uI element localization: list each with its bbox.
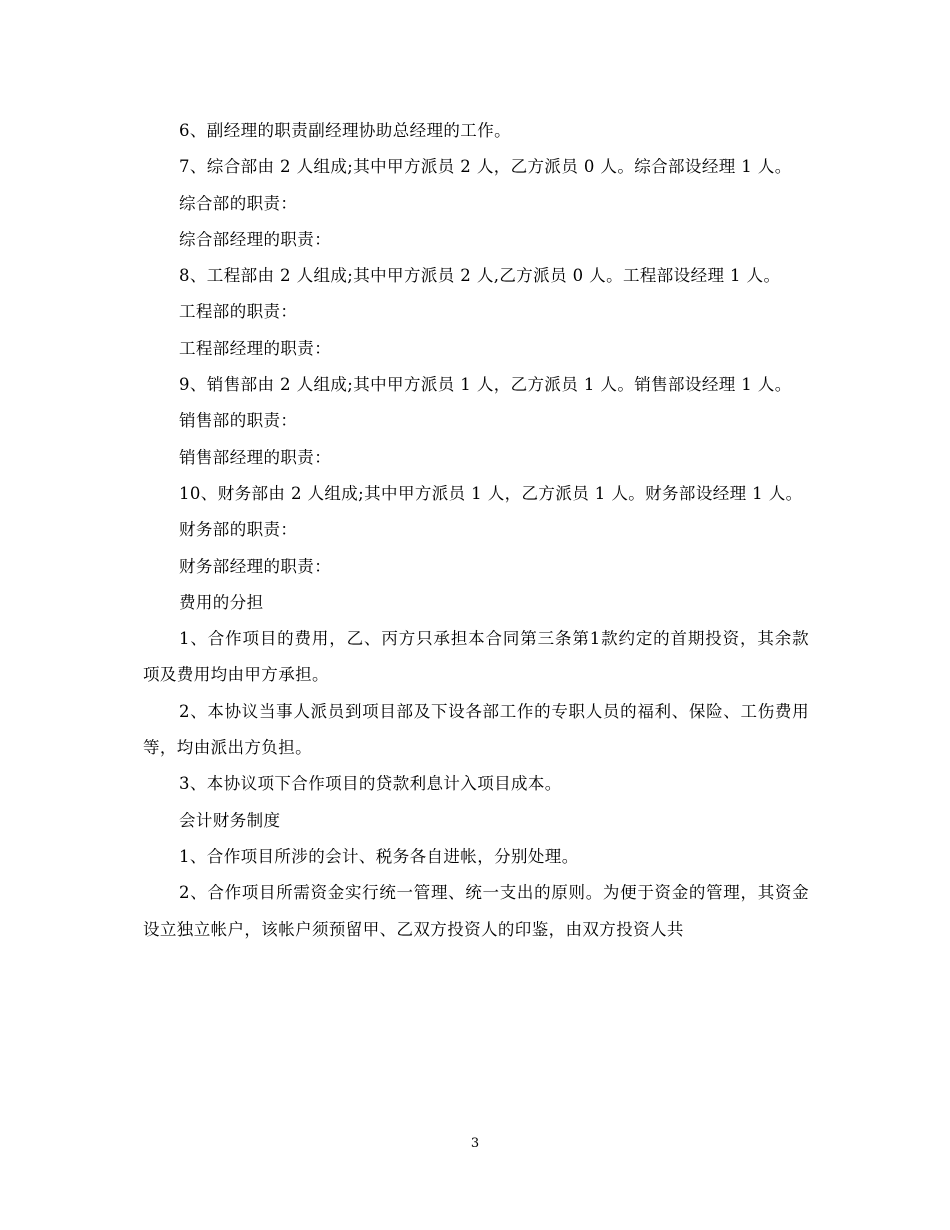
section-heading: 会计财务制度 bbox=[179, 810, 281, 830]
document-body bbox=[143, 113, 809, 948]
section-heading: 财务部经理的职责： bbox=[179, 556, 332, 576]
section-heading: 综合部的职责： bbox=[179, 193, 298, 213]
section-heading: 费用的分担 bbox=[179, 592, 264, 612]
section-heading: 工程部的职责： bbox=[179, 302, 298, 322]
paragraph: 1、合作项目的费用，乙、丙方只承担本合同第三条第1款约定的首期投资，其余款项及费用均由甲方承担。 bbox=[143, 629, 809, 685]
section-heading: 综合部经理的职责： bbox=[179, 229, 332, 249]
section-heading: 财务部的职责： bbox=[179, 520, 298, 540]
paragraph: 1、合作项目所涉的会计、税务各自进帐，分别处理。 bbox=[179, 846, 579, 866]
paragraph: 7、综合部由 2 人组成;其中甲方派员 2 人，乙方派员 0 人。综合部设经理 1 人。 bbox=[179, 157, 792, 177]
paragraph: 8、工程部由 2 人组成;其中甲方派员 2 人,乙方派员 0 人。工程部设经理 1 人。 bbox=[179, 266, 781, 286]
section-heading: 销售部的职责： bbox=[179, 411, 298, 431]
paragraph: 9、销售部由 2 人组成;其中甲方派员 1 人，乙方派员 1 人。销售部设经理 1 人。 bbox=[179, 375, 792, 395]
paragraph: 2、合作项目所需资金实行统一管理、统一支出的原则。为便于资金的管理，其资金设立独立帐户，该帐户须预留甲、乙双方投资人的印鉴，由双方投资人共 bbox=[143, 883, 809, 939]
paragraph: 6、副经理的职责副经理协助总经理的工作。 bbox=[179, 121, 511, 140]
section-heading: 销售部经理的职责： bbox=[179, 447, 332, 467]
paragraph: 3、本协议项下合作项目的贷款利息计入项目成本。 bbox=[179, 774, 562, 794]
page-number: 3 bbox=[470, 1136, 480, 1151]
section-heading: 工程部经理的职责： bbox=[179, 338, 332, 358]
paragraph: 2、本协议当事人派员到项目部及下设各部工作的专职人员的福利、保险、工伤费用等，均由派出方负担。 bbox=[143, 701, 809, 758]
paragraph: 10、财务部由 2 人组成;其中甲方派员 1 人，乙方派员 1 人。财务部设经理 1 人。 bbox=[179, 483, 803, 503]
